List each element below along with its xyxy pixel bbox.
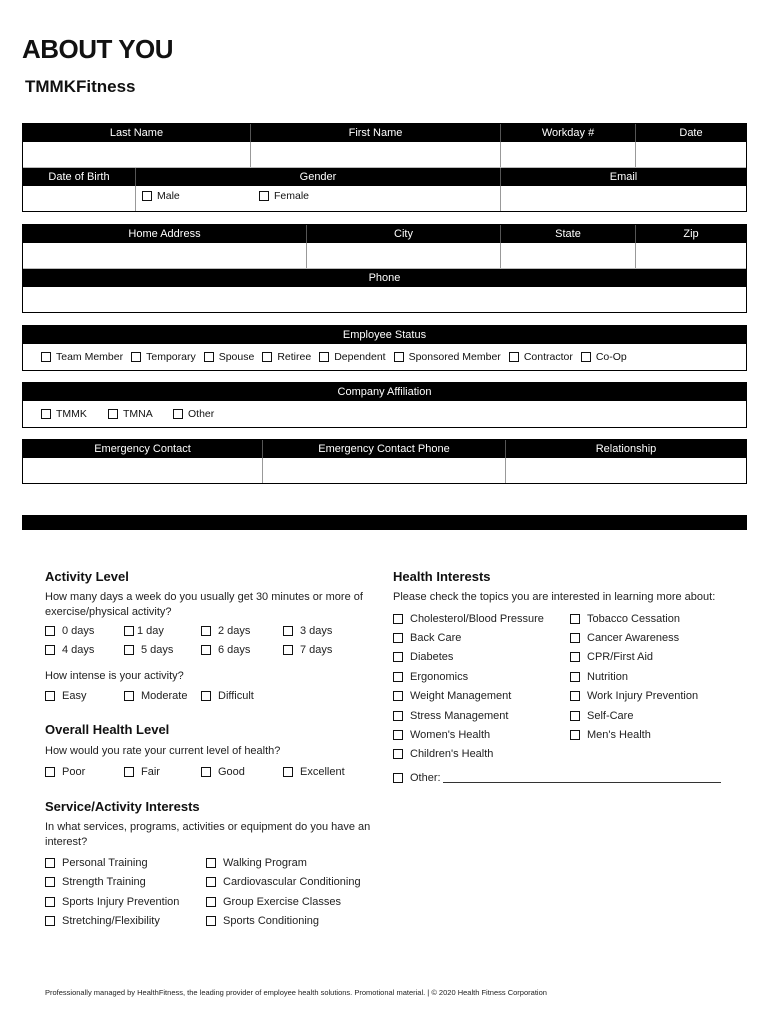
- service-group-exercise[interactable]: Group Exercise Classes: [206, 896, 341, 908]
- status-contractor[interactable]: Contractor: [509, 351, 573, 363]
- interest-work-injury-prevention[interactable]: Work Injury Prevention: [570, 690, 698, 702]
- checkbox[interactable]: [570, 672, 580, 682]
- state-header: State: [501, 225, 636, 243]
- state-field[interactable]: [501, 243, 636, 268]
- email-header: Email: [609, 171, 638, 183]
- service-sports-injury-prevention[interactable]: Sports Injury Prevention: [45, 896, 179, 908]
- checkbox[interactable]: [394, 352, 404, 362]
- company-affiliation-options: [23, 401, 746, 427]
- home-address-header: Home Address: [23, 225, 307, 243]
- health-fair-option[interactable]: Fair: [124, 766, 160, 778]
- service-strength-training[interactable]: Strength Training: [45, 876, 146, 888]
- checkbox[interactable]: [509, 352, 519, 362]
- emergency-phone-field[interactable]: [263, 458, 506, 483]
- interest-stress-management[interactable]: Stress Management: [393, 710, 508, 722]
- first-name-field[interactable]: [251, 142, 501, 167]
- checkbox[interactable]: [41, 352, 51, 362]
- relationship-field[interactable]: [506, 458, 746, 483]
- male-checkbox[interactable]: [142, 191, 152, 201]
- gender-female-option[interactable]: Female: [259, 190, 309, 202]
- last-name-field[interactable]: [23, 142, 251, 167]
- first-name-header: First Name: [251, 124, 501, 142]
- date-header: Date: [679, 127, 703, 139]
- employee-status-options: [23, 344, 746, 370]
- checkbox[interactable]: [45, 767, 55, 777]
- days-1-option[interactable]: 1 day: [124, 625, 164, 637]
- checkbox[interactable]: [393, 614, 403, 624]
- interest-self-care[interactable]: Self-Care: [570, 710, 633, 722]
- health-level-question: How would you rate your current level of health?: [45, 745, 281, 757]
- interest-other[interactable]: Other:: [393, 772, 721, 784]
- gender-header: Gender: [136, 168, 501, 186]
- intensity-easy-option[interactable]: Easy: [45, 690, 86, 702]
- days-6-option[interactable]: 6 days: [201, 644, 250, 656]
- interest-back-care[interactable]: Back Care: [393, 632, 461, 644]
- service-interests-title: Service/Activity Interests: [45, 799, 200, 814]
- workday-field[interactable]: [501, 142, 636, 167]
- checkbox[interactable]: [393, 633, 403, 643]
- status-team-member[interactable]: Team Member: [41, 351, 123, 363]
- emergency-phone-header: Emergency Contact Phone: [263, 440, 506, 458]
- interest-mens-health[interactable]: Men's Health: [570, 729, 651, 741]
- status-retiree[interactable]: Retiree: [262, 351, 311, 363]
- checkbox[interactable]: [283, 645, 293, 655]
- checkbox[interactable]: [131, 352, 141, 362]
- interest-weight-management[interactable]: Weight Management: [393, 690, 511, 702]
- health-interests-title: Health Interests: [393, 569, 491, 584]
- checkbox[interactable]: [45, 645, 55, 655]
- page-title: ABOUT YOU: [22, 34, 174, 64]
- checkbox[interactable]: [570, 730, 580, 740]
- checkbox[interactable]: [319, 352, 329, 362]
- zip-field[interactable]: [636, 243, 746, 268]
- checkbox[interactable]: [206, 897, 216, 907]
- checkbox[interactable]: [393, 730, 403, 740]
- city-field[interactable]: [307, 243, 501, 268]
- health-excellent-option[interactable]: Excellent: [283, 766, 345, 778]
- checkbox[interactable]: [45, 916, 55, 926]
- other-input-line[interactable]: [443, 773, 721, 783]
- days-0-option[interactable]: 0 days: [45, 625, 94, 637]
- checkbox[interactable]: [393, 672, 403, 682]
- checkbox[interactable]: [201, 691, 211, 701]
- phone-header: Phone: [368, 272, 401, 284]
- interest-cancer-awareness[interactable]: Cancer Awareness: [570, 632, 679, 644]
- service-personal-training[interactable]: Personal Training: [45, 857, 148, 869]
- gender-male-option[interactable]: Male: [142, 190, 259, 202]
- employee-status-table: [22, 325, 747, 371]
- interest-cpr-first-aid[interactable]: CPR/First Aid: [570, 651, 653, 663]
- days-7-option[interactable]: 7 days: [283, 644, 332, 656]
- activity-level-title: Activity Level: [45, 569, 129, 584]
- checkbox[interactable]: [283, 626, 293, 636]
- service-sports-conditioning[interactable]: Sports Conditioning: [206, 915, 319, 927]
- service-interests-question: In what services, programs, activities or equipment do you have an interest?: [45, 821, 371, 848]
- days-5-option[interactable]: 5 days: [124, 644, 173, 656]
- dob-field[interactable]: [23, 186, 136, 211]
- interest-diabetes[interactable]: Diabetes: [393, 651, 453, 663]
- emergency-contact-header: Emergency Contact: [23, 440, 263, 458]
- checkbox[interactable]: [201, 645, 211, 655]
- checkbox[interactable]: [45, 877, 55, 887]
- affiliation-tmmk[interactable]: TMMK: [41, 408, 108, 420]
- checkbox[interactable]: [45, 897, 55, 907]
- workday-header: Workday #: [501, 124, 636, 142]
- checkbox[interactable]: [206, 858, 216, 868]
- relationship-header: Relationship: [595, 443, 657, 455]
- affiliation-other[interactable]: Other: [173, 408, 214, 420]
- checkbox[interactable]: [45, 691, 55, 701]
- checkbox[interactable]: [393, 652, 403, 662]
- interest-nutrition[interactable]: Nutrition: [570, 671, 628, 683]
- checkbox[interactable]: [201, 767, 211, 777]
- health-interests-question: Please check the topics you are interested in learning more about:: [393, 591, 716, 603]
- female-checkbox[interactable]: [259, 191, 269, 201]
- days-2-option[interactable]: 2 days: [201, 625, 250, 637]
- emergency-contact-field[interactable]: [23, 458, 263, 483]
- status-spouse[interactable]: Spouse: [204, 351, 255, 363]
- address-table: [22, 224, 747, 313]
- checkbox[interactable]: [570, 614, 580, 624]
- activity-days-question: How many days a week do you usually get 30 minutes or more of exercise/physical activity?: [45, 591, 363, 618]
- company-name: TMMKFitness: [25, 77, 136, 96]
- health-level-title: Overall Health Level: [45, 722, 170, 737]
- checkbox[interactable]: [262, 352, 272, 362]
- days-3-option[interactable]: 3 days: [283, 625, 332, 637]
- service-stretching[interactable]: Stretching/Flexibility: [45, 915, 160, 927]
- checkbox[interactable]: [581, 352, 591, 362]
- home-address-field[interactable]: [23, 243, 307, 268]
- checkbox[interactable]: [393, 773, 403, 783]
- employee-status-header: Employee Status: [342, 329, 427, 341]
- dob-header: Date of Birth: [23, 168, 136, 186]
- checkbox[interactable]: [393, 691, 403, 701]
- personal-info-table: [22, 123, 747, 212]
- emergency-contact-table: [22, 439, 747, 484]
- checkbox[interactable]: [173, 409, 183, 419]
- interest-tobacco-cessation[interactable]: Tobacco Cessation: [570, 613, 680, 625]
- checkbox[interactable]: [45, 858, 55, 868]
- checkbox[interactable]: [283, 767, 293, 777]
- interest-cholesterol[interactable]: Cholesterol/Blood Pressure: [393, 613, 544, 625]
- checkbox[interactable]: [124, 691, 134, 701]
- zip-header: Zip: [683, 228, 699, 240]
- status-co-op[interactable]: Co-Op: [581, 351, 627, 363]
- last-name-header: Last Name: [23, 124, 251, 142]
- status-temporary[interactable]: Temporary: [131, 351, 196, 363]
- footer-text: Professionally managed by HealthFitness, the leading provider of employee health solutions. Promotional material. | © 2020 Health Fitness Corporation: [45, 988, 547, 997]
- interest-ergonomics[interactable]: Ergonomics: [393, 671, 468, 683]
- checkbox[interactable]: [41, 409, 51, 419]
- service-cardio-conditioning[interactable]: Cardiovascular Conditioning: [206, 876, 361, 888]
- city-header: City: [307, 225, 501, 243]
- intensity-difficult-option[interactable]: Difficult: [201, 690, 254, 702]
- checkbox[interactable]: [124, 645, 134, 655]
- company-affiliation-table: [22, 382, 747, 428]
- checkbox[interactable]: [570, 652, 580, 662]
- checkbox[interactable]: [45, 626, 55, 636]
- company-affiliation-header: Company Affiliation: [337, 386, 432, 398]
- email-field[interactable]: [501, 186, 746, 211]
- checkbox[interactable]: [108, 409, 118, 419]
- affiliation-tmna[interactable]: TMNA: [108, 408, 173, 420]
- service-walking-program[interactable]: Walking Program: [206, 857, 307, 869]
- checkbox[interactable]: [393, 711, 403, 721]
- checkbox[interactable]: [570, 711, 580, 721]
- days-4-option[interactable]: 4 days: [45, 644, 94, 656]
- checkbox[interactable]: [204, 352, 214, 362]
- health-poor-option[interactable]: Poor: [45, 766, 85, 778]
- phone-field[interactable]: [23, 287, 746, 312]
- section-divider: [22, 515, 747, 530]
- checkbox[interactable]: [393, 749, 403, 759]
- status-sponsored-member[interactable]: Sponsored Member: [394, 351, 501, 363]
- interest-womens-health[interactable]: Women's Health: [393, 729, 490, 741]
- date-field[interactable]: [636, 142, 746, 167]
- intensity-question: How intense is your activity?: [45, 670, 184, 682]
- interest-childrens-health[interactable]: Children's Health: [393, 748, 493, 760]
- checkbox[interactable]: [570, 633, 580, 643]
- health-good-option[interactable]: Good: [201, 766, 245, 778]
- checkbox[interactable]: [124, 626, 134, 636]
- checkbox[interactable]: [201, 626, 211, 636]
- checkbox[interactable]: [206, 916, 216, 926]
- status-dependent[interactable]: Dependent: [319, 351, 385, 363]
- intensity-moderate-option[interactable]: Moderate: [124, 690, 187, 702]
- checkbox[interactable]: [570, 691, 580, 701]
- checkbox[interactable]: [124, 767, 134, 777]
- checkbox[interactable]: [206, 877, 216, 887]
